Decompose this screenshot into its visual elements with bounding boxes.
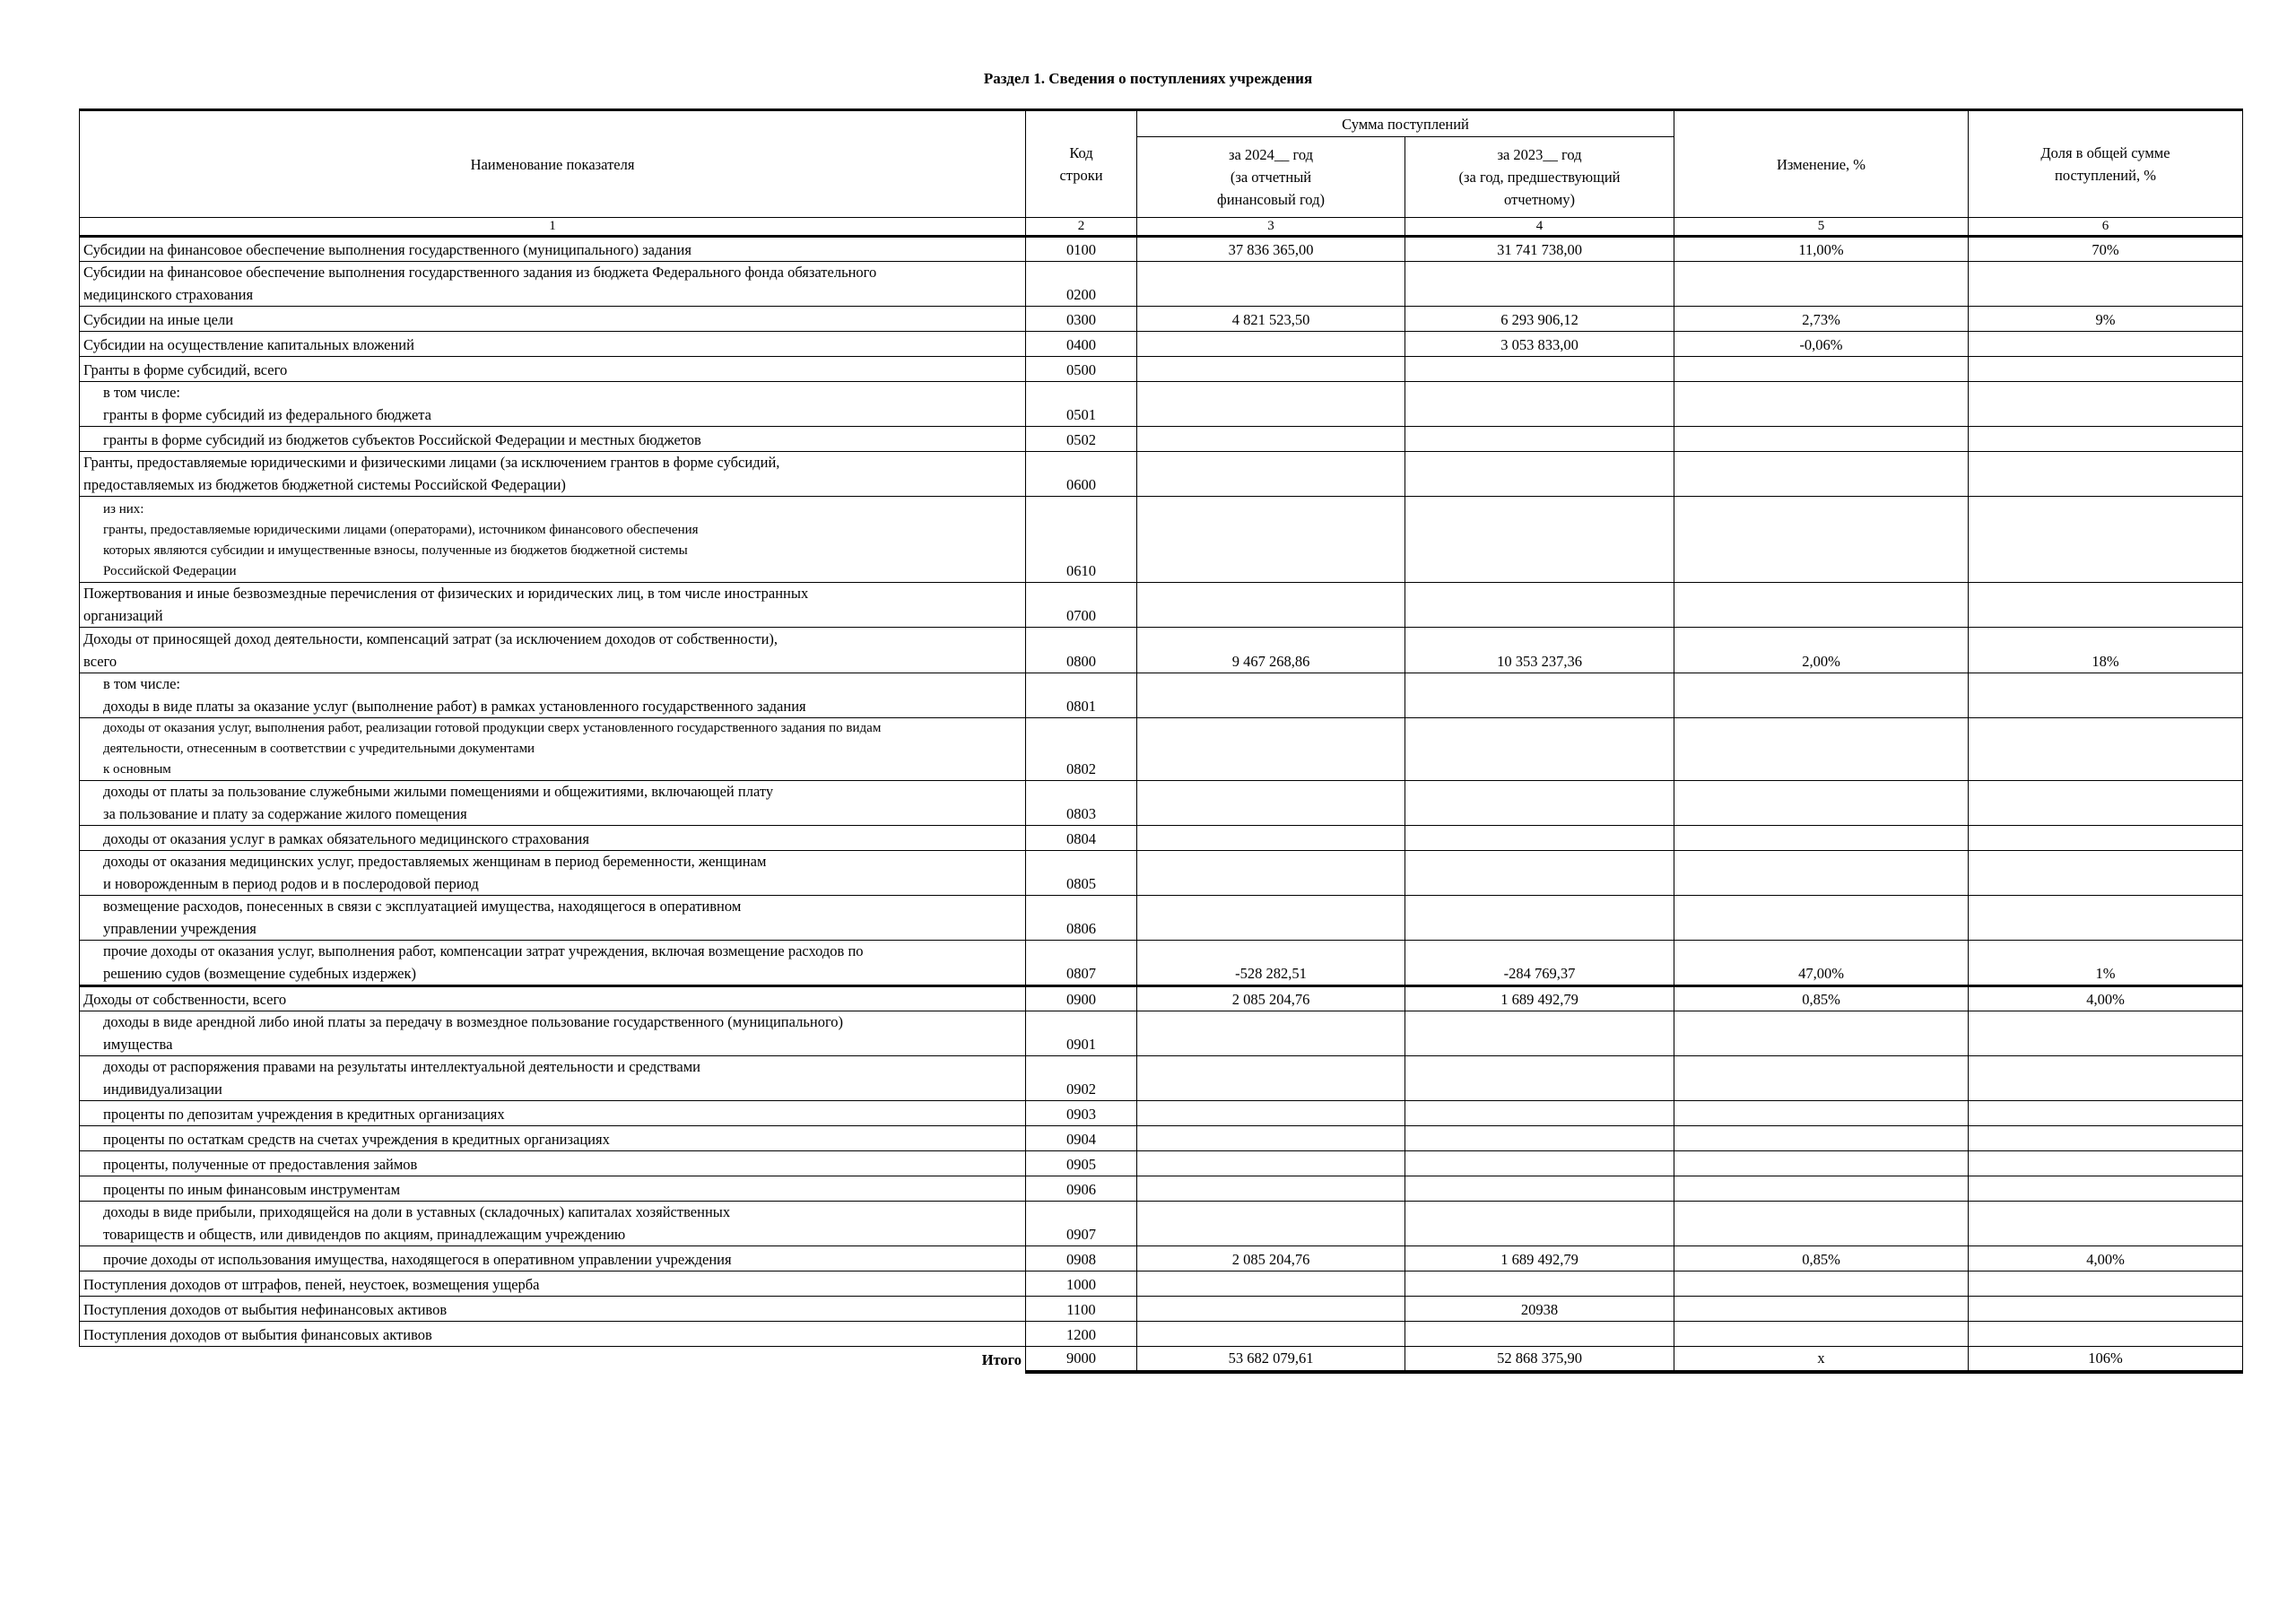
- row-share-percent: 1%: [1969, 941, 2243, 986]
- row-share-percent: 4,00%: [1969, 1246, 2243, 1271]
- row-share-percent: [1969, 382, 2243, 427]
- row-change-percent: [1674, 452, 1969, 497]
- row-share-percent: [1969, 1011, 2243, 1056]
- row-name: доходы от распоряжения правами на результаты интеллектуальной деятельности и средствами индивидуализации: [80, 1056, 1026, 1101]
- row-current-year-sum: 4 821 523,50: [1137, 307, 1405, 332]
- table-row: [80, 941, 2243, 986]
- row-current-year-sum: 9 467 268,86: [1137, 628, 1405, 673]
- table-row: [80, 237, 2243, 262]
- row-change-percent: 47,00%: [1674, 941, 1969, 986]
- row-share-percent: [1969, 1056, 2243, 1101]
- table-row: [80, 427, 2243, 452]
- row-previous-year-sum: [1405, 781, 1674, 826]
- row-share-percent: [1969, 1297, 2243, 1322]
- row-change-percent: [1674, 1202, 1969, 1246]
- col-number-6: 6: [1969, 218, 2243, 237]
- row-name: прочие доходы от использования имущества, находящегося в оперативном управлении учреждения: [80, 1246, 1026, 1271]
- row-code: 0803: [1026, 781, 1137, 826]
- row-share-percent: 4,00%: [1969, 986, 2243, 1011]
- row-share-percent: [1969, 357, 2243, 382]
- row-current-year-sum: [1137, 1202, 1405, 1246]
- row-share-percent: 70%: [1969, 237, 2243, 262]
- row-code: 0801: [1026, 673, 1137, 718]
- row-name: проценты по иным финансовым инструментам: [80, 1176, 1026, 1202]
- row-current-year-sum: [1137, 382, 1405, 427]
- row-code: 0804: [1026, 826, 1137, 851]
- col-header-change: Изменение, %: [1674, 110, 1969, 218]
- total-previous-year-sum: 52 868 375,90: [1405, 1347, 1674, 1372]
- row-code: 0400: [1026, 332, 1137, 357]
- row-share-percent: [1969, 1151, 2243, 1176]
- total-code: 9000: [1026, 1347, 1137, 1372]
- table-row: [80, 452, 2243, 497]
- row-code: 0806: [1026, 896, 1137, 941]
- table-row: [80, 826, 2243, 851]
- row-share-percent: [1969, 1271, 2243, 1297]
- row-previous-year-sum: [1405, 1101, 1674, 1126]
- table-row: [80, 1246, 2243, 1271]
- row-name: доходы в виде арендной либо иной платы за передачу в возмездное пользование государственного (муниципального) имущества: [80, 1011, 1026, 1056]
- row-share-percent: [1969, 1322, 2243, 1347]
- row-code: 1100: [1026, 1297, 1137, 1322]
- row-previous-year-sum: [1405, 1056, 1674, 1101]
- row-code: 0904: [1026, 1126, 1137, 1151]
- col-header-sum-group: Сумма поступлений: [1137, 110, 1674, 137]
- table-row: [80, 583, 2243, 628]
- row-code: 0802: [1026, 718, 1137, 781]
- row-current-year-sum: [1137, 1011, 1405, 1056]
- table-row: [80, 382, 2243, 427]
- row-change-percent: [1674, 826, 1969, 851]
- row-change-percent: [1674, 497, 1969, 583]
- row-change-percent: [1674, 673, 1969, 718]
- col-number-2: 2: [1026, 218, 1137, 237]
- row-name: Субсидии на финансовое обеспечение выполнения государственного (муниципального) задания: [80, 237, 1026, 262]
- col-number-3: 3: [1137, 218, 1405, 237]
- row-share-percent: [1969, 1202, 2243, 1246]
- row-current-year-sum: [1137, 1271, 1405, 1297]
- row-code: 0502: [1026, 427, 1137, 452]
- row-code: 0908: [1026, 1246, 1137, 1271]
- row-previous-year-sum: [1405, 262, 1674, 307]
- row-current-year-sum: [1137, 497, 1405, 583]
- table-row: [80, 718, 2243, 781]
- row-code: 0901: [1026, 1011, 1137, 1056]
- row-code: 0610: [1026, 497, 1137, 583]
- row-change-percent: 0,85%: [1674, 986, 1969, 1011]
- total-label: Итого: [80, 1347, 1026, 1372]
- row-previous-year-sum: [1405, 1011, 1674, 1056]
- row-name: Субсидии на осуществление капитальных вложений: [80, 332, 1026, 357]
- row-change-percent: [1674, 382, 1969, 427]
- row-change-percent: [1674, 262, 1969, 307]
- row-previous-year-sum: [1405, 718, 1674, 781]
- row-current-year-sum: [1137, 1101, 1405, 1126]
- row-current-year-sum: [1137, 1297, 1405, 1322]
- row-name: Субсидии на финансовое обеспечение выполнения государственного задания из бюджета Федерального фонда обязательного медицинского страхования: [80, 262, 1026, 307]
- row-name: из них: гранты, предоставляемые юридическими лицами (операторами), источником финансового обеспечения которых являются субсидии и имущественные взносы, полученные из бюджетов бюджетной системы Российской Федерации: [80, 497, 1026, 583]
- row-previous-year-sum: [1405, 1202, 1674, 1246]
- row-current-year-sum: [1137, 781, 1405, 826]
- row-name: доходы в виде прибыли, приходящейся на доли в уставных (складочных) капиталах хозяйственных товариществ и обществ, или дивидендов по акциям, принадлежащим учреждению: [80, 1202, 1026, 1246]
- row-code: 0903: [1026, 1101, 1137, 1126]
- row-previous-year-sum: [1405, 357, 1674, 382]
- row-current-year-sum: [1137, 1151, 1405, 1176]
- row-change-percent: 0,85%: [1674, 1246, 1969, 1271]
- col-header-previous-year: за 2023__ год (за год, предшествующий отчетному): [1405, 137, 1674, 218]
- row-previous-year-sum: 1 689 492,79: [1405, 986, 1674, 1011]
- row-current-year-sum: [1137, 427, 1405, 452]
- row-share-percent: [1969, 1126, 2243, 1151]
- row-share-percent: [1969, 262, 2243, 307]
- row-code: 0906: [1026, 1176, 1137, 1202]
- row-name: доходы от оказания услуг, выполнения работ, реализации готовой продукции сверх установленного государственного задания по видам деятельности, отнесенным в соответствии с учредительными документами к основным: [80, 718, 1026, 781]
- row-change-percent: [1674, 427, 1969, 452]
- row-change-percent: [1674, 1151, 1969, 1176]
- row-share-percent: [1969, 583, 2243, 628]
- row-change-percent: [1674, 1271, 1969, 1297]
- total-current-year-sum: 53 682 079,61: [1137, 1347, 1405, 1372]
- row-share-percent: [1969, 1176, 2243, 1202]
- row-change-percent: [1674, 718, 1969, 781]
- row-change-percent: [1674, 1126, 1969, 1151]
- row-share-percent: [1969, 427, 2243, 452]
- row-name: Поступления доходов от штрафов, пеней, неустоек, возмещения ущерба: [80, 1271, 1026, 1297]
- row-previous-year-sum: [1405, 826, 1674, 851]
- row-current-year-sum: [1137, 826, 1405, 851]
- row-code: 0905: [1026, 1151, 1137, 1176]
- row-share-percent: [1969, 781, 2243, 826]
- table-row: [80, 1322, 2243, 1347]
- table-row: [80, 1126, 2243, 1151]
- row-change-percent: [1674, 1176, 1969, 1202]
- row-name: прочие доходы от оказания услуг, выполнения работ, компенсации затрат учреждения, включая возмещение расходов по решению судов (возмещение судебных издержек): [80, 941, 1026, 986]
- row-code: 0200: [1026, 262, 1137, 307]
- row-current-year-sum: 2 085 204,76: [1137, 986, 1405, 1011]
- row-name: Пожертвования и иные безвозмездные перечисления от физических и юридических лиц, в том числе иностранных организаций: [80, 583, 1026, 628]
- row-share-percent: [1969, 896, 2243, 941]
- row-code: 0300: [1026, 307, 1137, 332]
- row-share-percent: [1969, 673, 2243, 718]
- table-row: [80, 1011, 2243, 1056]
- row-share-percent: [1969, 1101, 2243, 1126]
- row-name: Доходы от собственности, всего: [80, 986, 1026, 1011]
- row-change-percent: 2,73%: [1674, 307, 1969, 332]
- row-name: проценты по депозитам учреждения в кредитных организациях: [80, 1101, 1026, 1126]
- row-change-percent: 11,00%: [1674, 237, 1969, 262]
- row-name: доходы от платы за пользование служебными жилыми помещениями и общежитиями, включающей плату за пользование и плату за содержание жилого помещения: [80, 781, 1026, 826]
- table-row: [80, 1151, 2243, 1176]
- row-change-percent: [1674, 1101, 1969, 1126]
- row-name: Гранты в форме субсидий, всего: [80, 357, 1026, 382]
- row-previous-year-sum: [1405, 1126, 1674, 1151]
- row-code: 0501: [1026, 382, 1137, 427]
- row-previous-year-sum: [1405, 896, 1674, 941]
- row-change-percent: [1674, 1056, 1969, 1101]
- table-row: [80, 628, 2243, 673]
- row-name: доходы от оказания медицинских услуг, предоставляемых женщинам в период беременности, женщинам и новорожденным в период родов и в послеродовой период: [80, 851, 1026, 896]
- row-share-percent: [1969, 497, 2243, 583]
- row-previous-year-sum: 31 741 738,00: [1405, 237, 1674, 262]
- row-share-percent: 9%: [1969, 307, 2243, 332]
- col-header-current-year: за 2024__ год (за отчетный финансовый год): [1137, 137, 1405, 218]
- table-row: [80, 307, 2243, 332]
- row-change-percent: [1674, 1322, 1969, 1347]
- row-current-year-sum: [1137, 1056, 1405, 1101]
- row-code: 0907: [1026, 1202, 1137, 1246]
- row-code: 0100: [1026, 237, 1137, 262]
- row-current-year-sum: 2 085 204,76: [1137, 1246, 1405, 1271]
- col-number-5: 5: [1674, 218, 1969, 237]
- row-previous-year-sum: [1405, 497, 1674, 583]
- row-current-year-sum: 37 836 365,00: [1137, 237, 1405, 262]
- row-previous-year-sum: 10 353 237,36: [1405, 628, 1674, 673]
- row-previous-year-sum: [1405, 427, 1674, 452]
- row-name: проценты, полученные от предоставления займов: [80, 1151, 1026, 1176]
- row-previous-year-sum: [1405, 452, 1674, 497]
- table-row: [80, 332, 2243, 357]
- table-row: [80, 781, 2243, 826]
- row-share-percent: [1969, 826, 2243, 851]
- row-current-year-sum: -528 282,51: [1137, 941, 1405, 986]
- total-share-percent: 106%: [1969, 1347, 2243, 1372]
- table-row: [80, 986, 2243, 1011]
- row-change-percent: -0,06%: [1674, 332, 1969, 357]
- row-current-year-sum: [1137, 896, 1405, 941]
- row-change-percent: [1674, 357, 1969, 382]
- row-name: возмещение расходов, понесенных в связи с эксплуатацией имущества, находящегося в оперативном управлении учреждения: [80, 896, 1026, 941]
- col-header-name: Наименование показателя: [80, 110, 1026, 218]
- row-code: 1200: [1026, 1322, 1137, 1347]
- row-share-percent: [1969, 851, 2243, 896]
- row-name: доходы от оказания услуг в рамках обязательного медицинского страхования: [80, 826, 1026, 851]
- row-previous-year-sum: 20938: [1405, 1297, 1674, 1322]
- row-current-year-sum: [1137, 851, 1405, 896]
- row-name: Поступления доходов от выбытия нефинансовых активов: [80, 1297, 1026, 1322]
- row-name: Доходы от приносящей доход деятельности, компенсаций затрат (за исключением доходов от собственности), всего: [80, 628, 1026, 673]
- row-code: 0902: [1026, 1056, 1137, 1101]
- row-share-percent: [1969, 718, 2243, 781]
- row-code: 0805: [1026, 851, 1137, 896]
- row-change-percent: [1674, 781, 1969, 826]
- row-current-year-sum: [1137, 452, 1405, 497]
- row-current-year-sum: [1137, 1126, 1405, 1151]
- row-change-percent: [1674, 583, 1969, 628]
- receipts-table: [79, 108, 2243, 1374]
- row-previous-year-sum: 3 053 833,00: [1405, 332, 1674, 357]
- row-current-year-sum: [1137, 357, 1405, 382]
- row-code: 0807: [1026, 941, 1137, 986]
- table-row: [80, 1297, 2243, 1322]
- row-previous-year-sum: 6 293 906,12: [1405, 307, 1674, 332]
- row-change-percent: 2,00%: [1674, 628, 1969, 673]
- row-current-year-sum: [1137, 718, 1405, 781]
- row-previous-year-sum: [1405, 1176, 1674, 1202]
- table-row: [80, 1101, 2243, 1126]
- row-previous-year-sum: [1405, 1322, 1674, 1347]
- col-header-code: Код строки: [1026, 110, 1137, 218]
- row-code: 0600: [1026, 452, 1137, 497]
- row-code: 0500: [1026, 357, 1137, 382]
- row-current-year-sum: [1137, 1322, 1405, 1347]
- row-previous-year-sum: [1405, 851, 1674, 896]
- row-code: 0800: [1026, 628, 1137, 673]
- row-name: в том числе: гранты в форме субсидий из федерального бюджета: [80, 382, 1026, 427]
- row-current-year-sum: [1137, 583, 1405, 628]
- col-number-4: 4: [1405, 218, 1674, 237]
- row-current-year-sum: [1137, 1176, 1405, 1202]
- row-share-percent: 18%: [1969, 628, 2243, 673]
- table-row: [80, 851, 2243, 896]
- row-previous-year-sum: [1405, 583, 1674, 628]
- table-row: [80, 1176, 2243, 1202]
- row-name: в том числе: доходы в виде платы за оказание услуг (выполнение работ) в рамках установленного государственного задания: [80, 673, 1026, 718]
- table-row: [80, 497, 2243, 583]
- table-row: [80, 1271, 2243, 1297]
- row-name: Поступления доходов от выбытия финансовых активов: [80, 1322, 1026, 1347]
- row-code: 1000: [1026, 1271, 1137, 1297]
- row-share-percent: [1969, 452, 2243, 497]
- table-row: [80, 357, 2243, 382]
- row-change-percent: [1674, 1011, 1969, 1056]
- row-previous-year-sum: [1405, 382, 1674, 427]
- col-header-share: Доля в общей сумме поступлений, %: [1969, 110, 2243, 218]
- section-title: Раздел 1. Сведения о поступлениях учреждения: [983, 70, 1313, 87]
- table-row: [80, 262, 2243, 307]
- row-previous-year-sum: 1 689 492,79: [1405, 1246, 1674, 1271]
- row-current-year-sum: [1137, 673, 1405, 718]
- table-row: [80, 1202, 2243, 1246]
- table-row: [80, 896, 2243, 941]
- row-previous-year-sum: [1405, 1271, 1674, 1297]
- row-name: Гранты, предоставляемые юридическими и физическими лицами (за исключением грантов в форме субсидий, предоставляемых из бюджетов бюджетной системы Российской Федерации): [80, 452, 1026, 497]
- row-current-year-sum: [1137, 262, 1405, 307]
- table-row: [80, 673, 2243, 718]
- row-current-year-sum: [1137, 332, 1405, 357]
- row-previous-year-sum: [1405, 673, 1674, 718]
- row-name: Субсидии на иные цели: [80, 307, 1026, 332]
- total-row: [80, 1347, 2243, 1372]
- row-code: 0900: [1026, 986, 1137, 1011]
- row-previous-year-sum: -284 769,37: [1405, 941, 1674, 986]
- row-change-percent: [1674, 851, 1969, 896]
- total-change-percent: x: [1674, 1347, 1969, 1372]
- row-code: 0700: [1026, 583, 1137, 628]
- col-number-1: 1: [80, 218, 1026, 237]
- row-change-percent: [1674, 896, 1969, 941]
- row-name: гранты в форме субсидий из бюджетов субъектов Российской Федерации и местных бюджетов: [80, 427, 1026, 452]
- row-share-percent: [1969, 332, 2243, 357]
- row-name: проценты по остаткам средств на счетах учреждения в кредитных организациях: [80, 1126, 1026, 1151]
- row-change-percent: [1674, 1297, 1969, 1322]
- table-row: [80, 1056, 2243, 1101]
- row-previous-year-sum: [1405, 1151, 1674, 1176]
